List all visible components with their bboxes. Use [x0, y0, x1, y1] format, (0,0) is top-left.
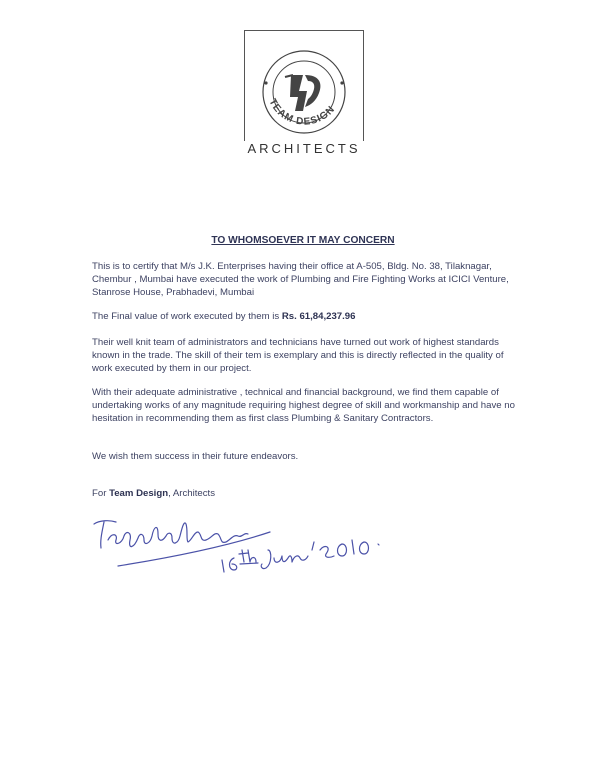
handwritten-signature	[88, 510, 388, 580]
signoff-company: Team Design	[109, 488, 169, 499]
team-paragraph: Their well knit team of administrators and technicians have turned out work of highest standards known in the trade. The skill of their tem is exemplary and this is directly reflected in the quality of work executed by them in our project.	[92, 337, 504, 374]
final-value-paragraph	[92, 310, 522, 323]
wishes-paragraph: We wish them success in their future endeavors.	[92, 451, 299, 462]
background-paragraph: With their adequate administrative , technical and financial background, we find them capable of undertaking works of any magnitude requiring highest degree of skill and workmanship and have no hesitation in recommending them as first class Plumbing & Sanitary Contractors.	[92, 387, 515, 424]
signoff-prefix: For	[92, 488, 107, 499]
signoff-line	[92, 487, 522, 500]
letterhead-caption: ARCHITECTS	[236, 141, 372, 156]
logo-ring-text: TEAM DESIGN	[266, 97, 338, 128]
team-design-logo-emblem	[245, 31, 363, 149]
signoff-suffix: , Architects	[168, 488, 215, 499]
certification-paragraph: This is to certify that M/s J.K. Enterprises having their office at A-505, Bldg. No. 38, Tilaknagar, Chembur , Mumbai have executed the work of Plumbing and Fire Fighting Works at ICICI Venture, Stanrose House, Prabhadevi, Mumbai	[92, 261, 509, 298]
letter-heading: TO WHOMSOEVER IT MAY CONCERN	[211, 235, 395, 246]
final-value-text: The Final value of work executed by them is	[92, 311, 280, 322]
final-value-amount: Rs. 61,84,237.96	[281, 311, 356, 322]
letterhead-logo	[244, 30, 364, 150]
